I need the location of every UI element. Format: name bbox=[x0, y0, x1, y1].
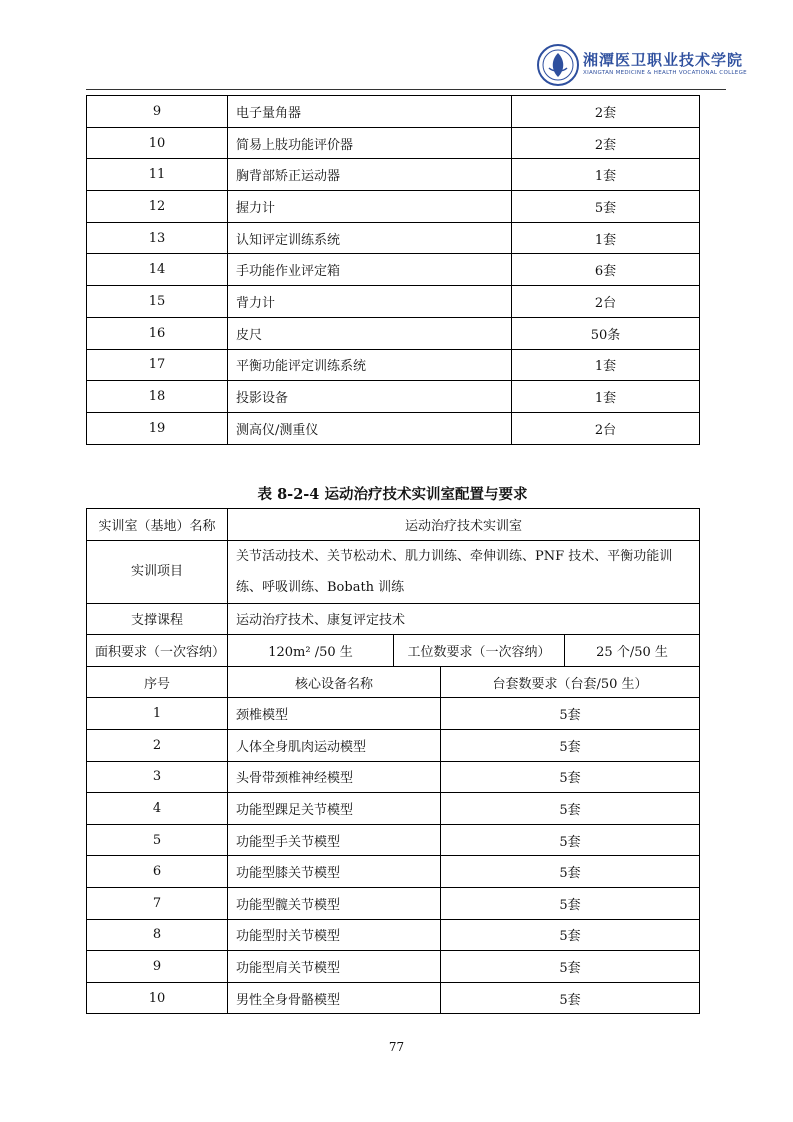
equipment-quantity: 5套 bbox=[441, 919, 700, 951]
college-logo bbox=[537, 44, 747, 86]
column-header-row bbox=[87, 666, 700, 698]
row-number: 8 bbox=[87, 919, 228, 951]
equipment-name: 胸背部矫正运动器 bbox=[228, 159, 512, 191]
row-number: 2 bbox=[87, 729, 228, 761]
equipment-name: 功能型肩关节模型 bbox=[228, 951, 441, 983]
row-number: 19 bbox=[87, 412, 228, 444]
equipment-quantity: 2台 bbox=[512, 412, 700, 444]
area-label: 面积要求（一次容纳） bbox=[87, 635, 228, 667]
row-number: 9 bbox=[87, 951, 228, 983]
equipment-quantity: 5套 bbox=[441, 856, 700, 888]
table-row bbox=[87, 919, 700, 951]
room-name-label: 实训室（基地）名称 bbox=[87, 509, 228, 541]
row-number: 10 bbox=[87, 127, 228, 159]
equipment-name: 皮尺 bbox=[228, 317, 512, 349]
college-name: 湘潭医卫职业技术学院 bbox=[583, 51, 744, 69]
row-number: 6 bbox=[87, 856, 228, 888]
equipment-quantity: 5套 bbox=[441, 761, 700, 793]
college-emblem-icon bbox=[537, 44, 579, 86]
equipment-quantity: 2套 bbox=[512, 96, 700, 128]
motion-therapy-lab-table bbox=[86, 508, 700, 1014]
college-name-en: XIANGTAN MEDICINE & HEALTH VOCATIONAL COLLEGE bbox=[583, 70, 747, 76]
table-row bbox=[87, 412, 700, 444]
table-caption: 表 8-2-4 运动治疗技术实训室配置与要求 bbox=[257, 486, 528, 503]
equipment-table-continued bbox=[86, 95, 700, 445]
row-number: 4 bbox=[87, 793, 228, 825]
equipment-quantity: 6套 bbox=[512, 254, 700, 286]
row-number: 10 bbox=[87, 982, 228, 1014]
row-number: 7 bbox=[87, 887, 228, 919]
equipment-name: 简易上肢功能评价器 bbox=[228, 127, 512, 159]
equipment-name: 男性全身骨骼模型 bbox=[228, 982, 441, 1014]
row-number: 13 bbox=[87, 222, 228, 254]
projects-row bbox=[87, 540, 700, 603]
equipment-name: 人体全身肌肉运动模型 bbox=[228, 729, 441, 761]
row-number: 12 bbox=[87, 191, 228, 223]
equipment-quantity: 2套 bbox=[512, 127, 700, 159]
row-number: 9 bbox=[87, 96, 228, 128]
equipment-quantity: 2台 bbox=[512, 286, 700, 318]
equipment-quantity: 5套 bbox=[512, 191, 700, 223]
equipment-quantity: 1套 bbox=[512, 222, 700, 254]
projects-label: 实训项目 bbox=[87, 540, 228, 603]
row-number: 14 bbox=[87, 254, 228, 286]
equipment-quantity: 5套 bbox=[441, 698, 700, 730]
courses-label: 支撑课程 bbox=[87, 603, 228, 635]
equipment-quantity: 1套 bbox=[512, 159, 700, 191]
equipment-name: 背力计 bbox=[228, 286, 512, 318]
equipment-name: 功能型肘关节模型 bbox=[228, 919, 441, 951]
area-value: 120m² /50 生 bbox=[228, 635, 394, 667]
equipment-name: 平衡功能评定训练系统 bbox=[228, 349, 512, 381]
equipment-name: 手功能作业评定箱 bbox=[228, 254, 512, 286]
table-row bbox=[87, 222, 700, 254]
equipment-name: 功能型手关节模型 bbox=[228, 824, 441, 856]
table-row bbox=[87, 729, 700, 761]
table-row bbox=[87, 191, 700, 223]
table-row bbox=[87, 951, 700, 983]
projects-value: 关节活动技术、关节松动术、肌力训练、牵伸训练、PNF 技术、平衡功能训练、呼吸训练、Bobath 训练 bbox=[228, 540, 700, 603]
courses-value: 运动治疗技术、康复评定技术 bbox=[228, 603, 700, 635]
room-name-value: 运动治疗技术实训室 bbox=[228, 509, 700, 541]
table-row bbox=[87, 317, 700, 349]
table-row bbox=[87, 824, 700, 856]
table-row bbox=[87, 159, 700, 191]
table-row bbox=[87, 254, 700, 286]
table-row bbox=[87, 793, 700, 825]
equipment-name: 测高仪/测重仪 bbox=[228, 412, 512, 444]
equipment-quantity: 1套 bbox=[512, 349, 700, 381]
col-header-name: 核心设备名称 bbox=[228, 666, 441, 698]
table-row bbox=[87, 856, 700, 888]
row-number: 1 bbox=[87, 698, 228, 730]
page-number: 77 bbox=[388, 1040, 405, 1054]
table-row bbox=[87, 349, 700, 381]
equipment-quantity: 1套 bbox=[512, 381, 700, 413]
col-header-no: 序号 bbox=[87, 666, 228, 698]
row-number: 16 bbox=[87, 317, 228, 349]
table-row bbox=[87, 127, 700, 159]
equipment-quantity: 50条 bbox=[512, 317, 700, 349]
equipment-name: 握力计 bbox=[228, 191, 512, 223]
row-number: 3 bbox=[87, 761, 228, 793]
equipment-quantity: 5套 bbox=[441, 824, 700, 856]
equipment-quantity: 5套 bbox=[441, 982, 700, 1014]
equipment-quantity: 5套 bbox=[441, 729, 700, 761]
table-row bbox=[87, 96, 700, 128]
table-row bbox=[87, 286, 700, 318]
row-number: 11 bbox=[87, 159, 228, 191]
row-number: 18 bbox=[87, 381, 228, 413]
equipment-name: 投影设备 bbox=[228, 381, 512, 413]
equipment-name: 功能型髋关节模型 bbox=[228, 887, 441, 919]
col-header-qty: 台套数要求（台套/50 生） bbox=[441, 666, 700, 698]
row-number: 17 bbox=[87, 349, 228, 381]
equipment-quantity: 5套 bbox=[441, 951, 700, 983]
courses-row bbox=[87, 603, 700, 635]
equipment-name: 头骨带颈椎神经模型 bbox=[228, 761, 441, 793]
table-row bbox=[87, 761, 700, 793]
equipment-name: 电子量角器 bbox=[228, 96, 512, 128]
room-name-row bbox=[87, 509, 700, 541]
row-number: 15 bbox=[87, 286, 228, 318]
equipment-quantity: 5套 bbox=[441, 793, 700, 825]
table-row bbox=[87, 982, 700, 1014]
equipment-name: 认知评定训练系统 bbox=[228, 222, 512, 254]
table-row bbox=[87, 887, 700, 919]
header-divider bbox=[86, 89, 726, 90]
stations-value: 25 个/50 生 bbox=[565, 635, 700, 667]
area-row bbox=[87, 635, 700, 667]
equipment-quantity: 5套 bbox=[441, 887, 700, 919]
equipment-name: 颈椎模型 bbox=[228, 698, 441, 730]
table-row bbox=[87, 698, 700, 730]
table-row bbox=[87, 381, 700, 413]
equipment-name: 功能型膝关节模型 bbox=[228, 856, 441, 888]
row-number: 5 bbox=[87, 824, 228, 856]
equipment-name: 功能型踝足关节模型 bbox=[228, 793, 441, 825]
stations-label: 工位数要求（一次容纳） bbox=[394, 635, 565, 667]
